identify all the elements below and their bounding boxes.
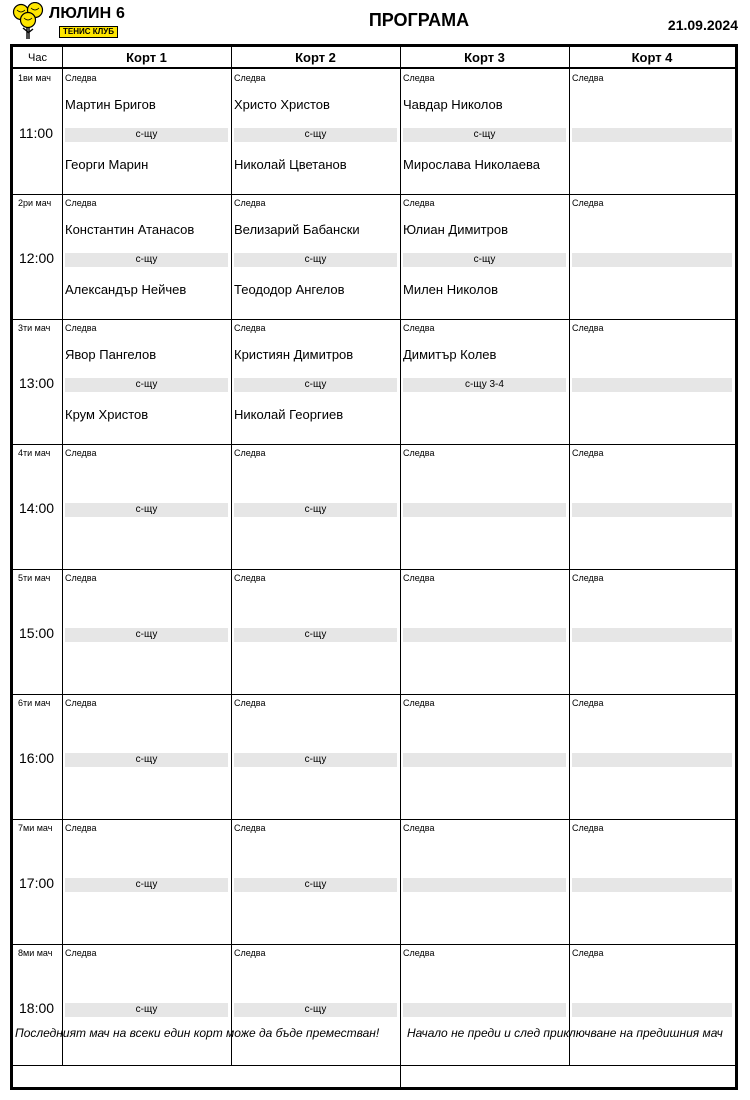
match-time: 18:00 (19, 1000, 55, 1016)
column-divider (231, 47, 232, 1065)
versus-bar: с-щу (403, 253, 566, 267)
next-label: Следва (403, 73, 435, 83)
versus-bar: с-щу (234, 378, 397, 392)
versus-bar (572, 1003, 732, 1017)
column-divider (62, 47, 63, 1065)
player-two-name: Милен Николов (403, 282, 498, 297)
match-slot-label: 3ти мач (18, 323, 51, 333)
row-divider (13, 569, 735, 570)
versus-bar (572, 253, 732, 267)
versus-bar: с-щу (65, 628, 228, 642)
versus-bar: с-щу (65, 128, 228, 142)
player-one-name: Мартин Бригов (65, 97, 156, 112)
player-two-name: Александър Нейчев (65, 282, 187, 297)
next-label: Следва (65, 573, 97, 583)
versus-bar (572, 128, 732, 142)
versus-bar (403, 878, 566, 892)
versus-bar: с-щу (234, 628, 397, 642)
next-label: Следва (234, 73, 266, 83)
versus-bar: с-щу (234, 1003, 397, 1017)
next-label: Следва (65, 448, 97, 458)
court-header: Корт 1 (62, 47, 231, 69)
match-time: 12:00 (19, 250, 55, 266)
schedule-table (10, 44, 738, 1090)
footer-note-left: Последният мач на всеки един корт може да бъде преместван! (15, 1026, 380, 1040)
next-label: Следва (234, 948, 266, 958)
versus-bar: с-щу (234, 878, 397, 892)
versus-bar (403, 503, 566, 517)
row-divider (13, 694, 735, 695)
next-label: Следва (572, 948, 604, 958)
column-divider (569, 47, 570, 1065)
versus-bar: с-щу (65, 378, 228, 392)
next-label: Следва (572, 198, 604, 208)
versus-bar: с-щу 3-4 (403, 378, 566, 392)
footer-divider (13, 1065, 735, 1066)
versus-bar: с-щу (65, 753, 228, 767)
match-slot-label: 8ми мач (18, 948, 53, 958)
row-divider (13, 194, 735, 195)
player-two-name: Крум Христов (65, 407, 149, 422)
row-divider (13, 444, 735, 445)
player-two-name: Теододор Ангелов (234, 282, 345, 297)
next-label: Следва (234, 323, 266, 333)
next-label: Следва (65, 948, 97, 958)
versus-bar (572, 753, 732, 767)
versus-bar: с-щу (234, 503, 397, 517)
court-header: Корт 2 (231, 47, 400, 69)
player-one-name: Чавдар Николов (403, 97, 503, 112)
next-label: Следва (572, 573, 604, 583)
next-label: Следва (403, 323, 435, 333)
next-label: Следва (572, 73, 604, 83)
next-label: Следва (65, 698, 97, 708)
match-slot-label: 6ти мач (18, 698, 51, 708)
player-one-name: Константин Атанасов (65, 222, 195, 237)
player-two-name: Георги Марин (65, 157, 149, 172)
next-label: Следва (403, 948, 435, 958)
versus-bar (572, 503, 732, 517)
player-one-name: Кристиян Димитров (234, 347, 354, 362)
next-label: Следва (403, 698, 435, 708)
court-header: Корт 4 (569, 47, 735, 69)
versus-bar: с-щу (234, 128, 397, 142)
footer-note-right: Начало не преди и след приключване на предишния мач (407, 1026, 723, 1040)
next-label: Следва (65, 198, 97, 208)
match-time: 15:00 (19, 625, 55, 641)
club-name: ЛЮЛИН 6 (49, 5, 126, 22)
match-slot-label: 4ти мач (18, 448, 51, 458)
next-label: Следва (403, 573, 435, 583)
match-slot-label: 5ти мач (18, 573, 51, 583)
versus-bar: с-щу (65, 878, 228, 892)
row-divider (13, 819, 735, 820)
next-label: Следва (234, 823, 266, 833)
versus-bar: с-щу (65, 1003, 228, 1017)
versus-bar (572, 378, 732, 392)
player-one-name: Явор Пангелов (65, 347, 157, 362)
next-label: Следва (234, 448, 266, 458)
versus-bar: с-щу (234, 253, 397, 267)
versus-bar: с-щу (65, 253, 228, 267)
page-title: ПРОГРАМА (368, 10, 470, 30)
match-time: 11:00 (19, 125, 53, 141)
match-slot-label: 7ми мач (18, 823, 53, 833)
next-label: Следва (65, 823, 97, 833)
page-header (0, 0, 750, 44)
match-time: 16:00 (19, 750, 55, 766)
next-label: Следва (65, 323, 97, 333)
player-one-name: Велизарий Бабански (234, 222, 360, 237)
versus-bar (403, 628, 566, 642)
player-one-name: Димитър Колев (403, 347, 497, 362)
player-two-name: Мирослава Николаева (403, 157, 540, 172)
schedule-date: 21.09.2024 (667, 17, 738, 33)
next-label: Следва (234, 698, 266, 708)
versus-bar (572, 878, 732, 892)
versus-bar: с-щу (403, 128, 566, 142)
footer-center-divider (400, 1065, 401, 1087)
match-time: 14:00 (19, 500, 55, 516)
player-one-name: Юлиан Димитров (403, 222, 509, 237)
player-one-name: Христо Христов (234, 97, 330, 112)
next-label: Следва (572, 698, 604, 708)
match-time: 17:00 (19, 875, 55, 891)
player-two-name: Николай Цветанов (234, 157, 347, 172)
match-time: 13:00 (19, 375, 55, 391)
versus-bar: с-щу (234, 753, 397, 767)
next-label: Следва (65, 73, 97, 83)
versus-bar (403, 1003, 566, 1017)
match-slot-label: 2ри мач (18, 198, 52, 208)
versus-bar (572, 628, 732, 642)
match-slot-label: 1ви мач (18, 73, 51, 83)
next-label: Следва (572, 823, 604, 833)
next-label: Следва (403, 448, 435, 458)
court-header: Корт 3 (400, 47, 569, 69)
next-label: Следва (403, 823, 435, 833)
versus-bar (403, 753, 566, 767)
time-column-header: Час (13, 47, 62, 69)
next-label: Следва (572, 448, 604, 458)
next-label: Следва (234, 573, 266, 583)
versus-bar: с-щу (65, 503, 228, 517)
player-two-name: Николай Георгиев (234, 407, 344, 422)
next-label: Следва (572, 323, 604, 333)
club-subtitle: ТЕНИС КЛУБ (59, 26, 118, 38)
column-divider (400, 47, 401, 1065)
next-label: Следва (234, 198, 266, 208)
row-divider (13, 944, 735, 945)
next-label: Следва (403, 198, 435, 208)
row-divider (13, 319, 735, 320)
